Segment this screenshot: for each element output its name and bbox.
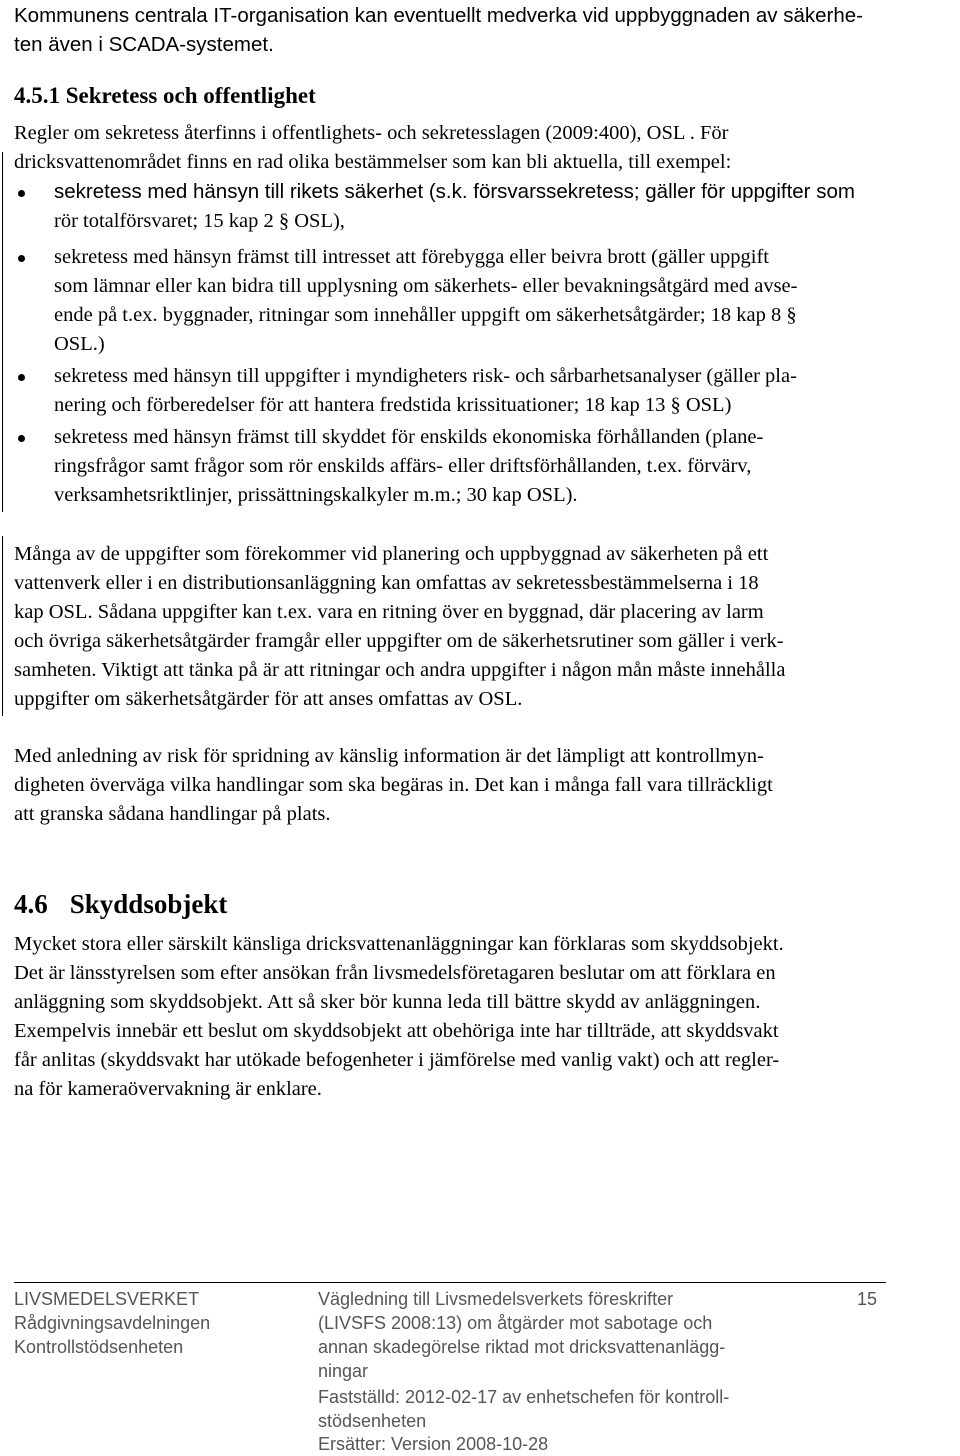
section-heading-451: 4.5.1 Sekretess och offentlighet — [14, 83, 316, 108]
bullet-dot — [18, 255, 25, 262]
section-451-line-2: dricksvattenområdet finns en rad olika bestämmelser som kan bli aktuella, till exempel: — [14, 151, 732, 173]
section-number: 4.6 — [14, 889, 48, 919]
footer-doc-1: Vägledning till Livsmedelsverkets föreskrifter — [318, 1289, 674, 1309]
bullet-2-line-4: OSL.) — [54, 333, 105, 355]
bullet-dot — [18, 435, 25, 442]
bullet-1-line-1: sekretess med hänsyn till rikets säkerhet (s.k. försvarssekretess; gäller för uppgifter som — [54, 180, 855, 203]
para3-line-1: Med anledning av risk för spridning av känslig information är det lämpligt att kontrollmyn- — [14, 745, 764, 767]
bullet-4-line-1: sekretess med hänsyn främst till skyddet för enskilds ekonomiska förhållanden (plane- — [54, 426, 764, 448]
footer-doc-5: Fastställd: 2012-02-17 av enhetschefen för kontroll- — [318, 1387, 730, 1407]
footer-doc-2: (LIVSFS 2008:13) om åtgärder mot sabotage och — [318, 1313, 713, 1333]
section-46-line-5: får anlitas (skyddsvakt har utökade befogenheter i jämförelse med vanlig vakt) och att regler- — [14, 1049, 780, 1071]
section-46-line-3: anläggning som skyddsobjekt. Att så sker bör kunna leda till bättre skydd av anläggningen. — [14, 991, 761, 1013]
bullet-dot — [18, 190, 25, 197]
revision-bar-2 — [2, 536, 3, 716]
section-46-line-6: na för kameraövervakning är enklare. — [14, 1078, 322, 1100]
bullet-3-line-2: nering och förberedelser för att hantera fredstida krissituationer; 18 kap 13 § OSL) — [54, 394, 732, 416]
bullet-dot — [18, 374, 25, 381]
footer-doc-4: ningar — [318, 1361, 369, 1381]
para2-line-6: uppgifter om säkerhetsåtgärder för att anses omfattas av OSL. — [14, 688, 523, 710]
section-46-line-4: Exempelvis innebär ett beslut om skyddsobjekt att obehöriga inte har tillträde, att skyddsvakt — [14, 1020, 779, 1042]
intro-line-1: Kommunens centrala IT-organisation kan eventuellt medverka vid uppbyggnaden av säkerhe- — [14, 4, 863, 27]
para2-line-5: samheten. Viktigt att tänka på är att ritningar och andra uppgifter i någon mån måste innehålla — [14, 659, 786, 681]
footer-org-3: Kontrollstödsenheten — [14, 1337, 184, 1357]
section-46-line-2: Det är länsstyrelsen som efter ansökan från livsmedelsföretagaren beslutar om att förklara en — [14, 962, 776, 984]
section-heading-46 — [14, 888, 227, 920]
para3-line-2: digheten överväga vilka handlingar som ska begäras in. Det kan i många fall vara tillräckligt — [14, 774, 773, 796]
bullet-3-line-1: sekretess med hänsyn till uppgifter i myndigheters risk- och sårbarhetsanalyser (gäller pla- — [54, 365, 797, 387]
bullet-4-line-2: ringsfrågor samt frågor som rör enskilds affärs- eller driftsförhållanden, t.ex. förvärv, — [54, 455, 752, 477]
footer-doc-7: Ersätter: Version 2008-10-28 — [318, 1434, 549, 1454]
page-number: 15 — [857, 1289, 878, 1309]
footer-rule — [14, 1282, 886, 1283]
bullet-2-line-1: sekretess med hänsyn främst till intresset att förebygga eller beivra brott (gäller uppgift — [54, 246, 769, 268]
footer-org-1: LIVSMEDELSVERKET — [14, 1289, 200, 1309]
footer-doc-6: stödsenheten — [318, 1411, 427, 1431]
footer-doc-3: annan skadegörelse riktad mot dricksvattenanlägg- — [318, 1337, 726, 1357]
para2-line-4: och övriga säkerhetsåtgärder framgår eller uppgifter om de säkerhetsrutiner som gäller i verk- — [14, 630, 784, 652]
para2-line-2: vattenverk eller i en distributionsanläggning kan omfattas av sekretessbestämmelserna i 18 — [14, 572, 759, 594]
bullet-4-line-3: verksamhetsriktlinjer, prissättningskalkyler m.m.; 30 kap OSL). — [54, 484, 578, 506]
bullet-2-line-2: som lämnar eller kan bidra till upplysning om säkerhets- eller bevakningsåtgärd med avse- — [54, 275, 798, 297]
intro-line-2: ten även i SCADA-systemet. — [14, 33, 274, 56]
bullet-1-line-2: rör totalförsvaret; 15 kap 2 § OSL), — [54, 210, 345, 232]
footer-org-2: Rådgivningsavdelningen — [14, 1313, 211, 1333]
bullet-2-line-3: ende på t.ex. byggnader, ritningar som innehåller uppgift om säkerhetsåtgärder; 18 kap 8 § — [54, 304, 797, 326]
revision-bar — [2, 152, 3, 512]
para2-line-1: Många av de uppgifter som förekommer vid planering och uppbyggnad av säkerheten på ett — [14, 543, 769, 565]
section-46-line-1: Mycket stora eller särskilt känsliga dricksvattenanläggningar kan förklaras som skyddsobjekt. — [14, 933, 784, 955]
para2-line-3: kap OSL. Sådana uppgifter kan t.ex. vara en ritning över en byggnad, där placering av larm — [14, 601, 764, 623]
section-title: Skyddsobjekt — [69, 889, 228, 919]
section-451-line-1: Regler om sekretess återfinns i offentlighets- och sekretesslagen (2009:400), OSL . För — [14, 122, 729, 144]
para3-line-3: att granska sådana handlingar på plats. — [14, 803, 331, 825]
